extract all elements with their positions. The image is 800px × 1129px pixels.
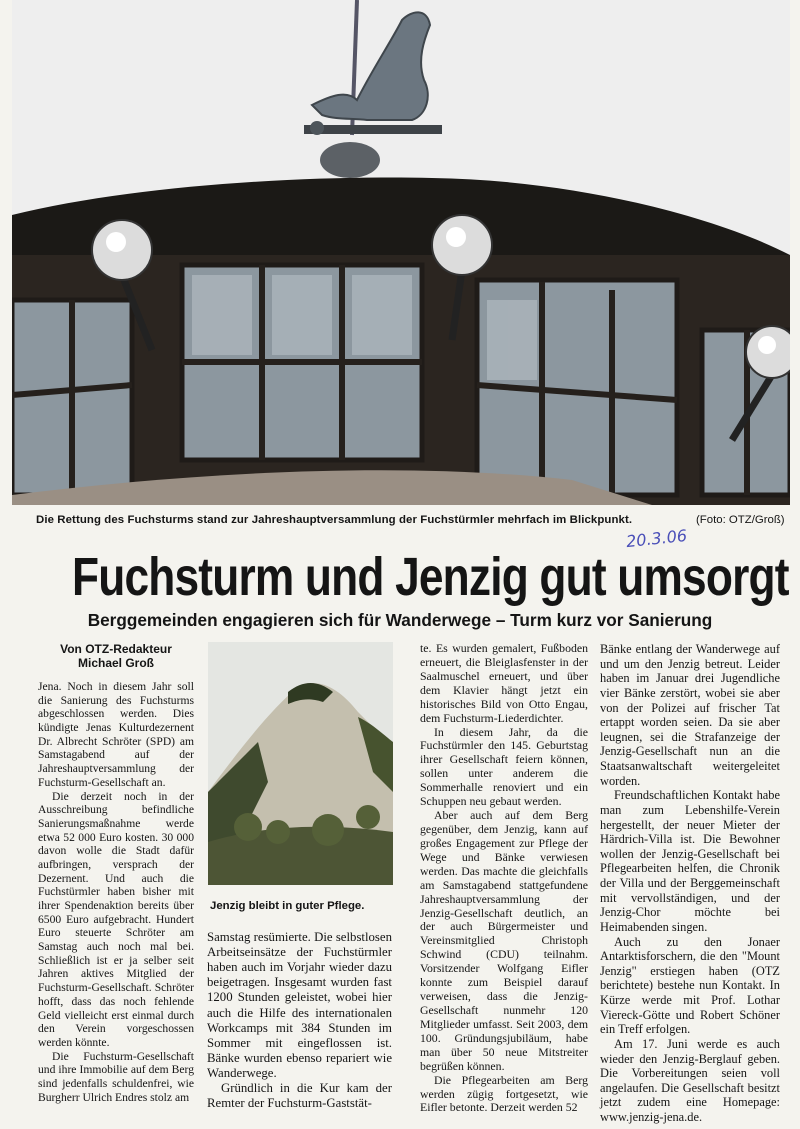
paragraph: Aber auch auf dem Berg gegenüber, dem Jenzig, kann auf großes Engagement zur Pflege der Wege und Bänke verwiesen werden. Das machte die gleichfalls am Samstagabend stattgefundene Jahreshauptversammlung der Jenzig-Gesellschaft deutlich, an der auch Bürgermeister und Vereinsmitglied Christoph Schwind (CDU) teilnahm. Vorsitzender Wolfgang Eifler konnte zum Beispiel darauf verweisen, dass die Jenzig-Gesellschaft nunmehr 120 Mitglieder umfasst. Seit 2003, dem 100. Gründungsjubiläum, habe man über 50 neue Mitstreiter begrüßen können. bbox=[420, 808, 588, 1073]
photo-credit: (Foto: OTZ/Groß) bbox=[696, 514, 785, 526]
byline-line-1: Von OTZ-Redakteur bbox=[60, 642, 172, 656]
handwritten-date: 20.3.06 bbox=[625, 525, 688, 552]
paragraph: Die Fuchsturm-Gesellschaft und ihre Immobilie auf dem Berg sind jedenfalls schuldenfrei, wie Burgherr Ulrich Endres stolz am bbox=[38, 1049, 194, 1104]
headline: Fuchsturm und Jenzig gut umsorgt bbox=[72, 547, 789, 607]
paragraph: Jena. Noch in diesem Jahr soll die Sanierung des Fuchsturms abgeschlossen werden. Dies kündigte Jenas Kulturdezernent Dr. Albrecht Schröter (SPD) am Samstagabend auf der Jahreshauptversammlung der Fuchsturm-Gesellschaft an. bbox=[38, 680, 194, 789]
fuchsturm-photo bbox=[12, 0, 790, 505]
paragraph: Bänke entlang der Wanderwege auf und um den Jenzig betreut. Leider haben im Januar drei Jugendliche vier Bänke zerstört, wobei sie aber von der Polizei auf frischer Tat ertappt worden seien. Da sie aber leugnen, sei die Strafanzeige der Jenzig-Gesellschaft nun an die Staatsanwaltschaft weitergeleitet worden. bbox=[600, 642, 780, 788]
byline-author: Michael Groß bbox=[77, 656, 154, 670]
fuchsturm-illustration bbox=[12, 0, 790, 505]
jenzig-illustration bbox=[208, 642, 393, 885]
paragraph: Die Pflegearbeiten am Berg werden zügig fortgesetzt, wie Eifler betonte. Derzeit werden 52 bbox=[420, 1072, 588, 1115]
inset-photo-caption: Jenzig bleibt in guter Pflege. bbox=[210, 900, 365, 912]
article-column-3 bbox=[420, 642, 588, 1115]
article-column-2 bbox=[207, 930, 392, 1111]
paragraph: te. Es wurden gemalert, Fußboden erneuert, die Bleiglasfenster in der Saalmuschel erneuert, und über dem Klavier hängt jetzt ein historisches Bild von Otto Engau, dem Fuchsturm-Liederdichter. bbox=[420, 641, 588, 725]
paragraph: Die derzeit noch in der Ausschreibung befindliche Sanierungsmaßnahme werde etwa 52 000 Euro kosten. 30 000 davon wolle die Stadt dafür aufbringen, versprach der Dezernent. Und auch die Fuchstürmler haben bisher mit ihrer Spendenaktion bereits über 6500 Euro aufgebracht. Hundert Euro steuerte Schröter am Samstag auch noch mal bei. Schließlich ist er ja selber seit Jahren aktives Mitglied der Fuchsturm-Gesellschaft. Schröter hofft, dass das noch fehlende Geld vielleicht erst einmal durch den Verein vorgeschossen werden könnte. bbox=[38, 789, 194, 1049]
article-column-1 bbox=[38, 642, 194, 1104]
article-column-4 bbox=[600, 642, 780, 1125]
photo-caption: Die Rettung des Fuchsturms stand zur Jahreshauptversammlung der Fuchstürmler mehrfach im Blickpunkt. bbox=[36, 514, 633, 526]
jenzig-photo bbox=[208, 642, 393, 885]
paragraph: In diesem Jahr, da die Fuchstürmler den 145. Geburtstag ihrer Gesellschaft feiern können, sollen unter anderem die Sommerhalle renoviert und ein Schuppen neu gebaut werden. bbox=[420, 724, 588, 809]
byline bbox=[38, 642, 194, 670]
paragraph: Auch zu den Jonaer Antarktisforschern, die den "Mount Jenzig" erstiegen haben (OTZ berichtete) bestehe nun Kontakt. In Kürze werde mit Prof. Lothar Viereck-Götte und Robert Schöner ein Treff erfolgen. bbox=[600, 934, 780, 1037]
paragraph: Samstag resümierte. Die selbstlosen Arbeitseinsätze der Fuchstürmler haben auch im Vorjahr wieder dazu beigetragen. Insgesamt wurden fast 1200 Stunden geleistet, wobei hier auch die Hilfe des internationalen Workcamps mit 384 Stunden im Sommer mit eingeflossen ist. Bänke wurden ebenso repariert wie Wanderwege. bbox=[207, 930, 392, 1080]
subheadline: Berggemeinden engagieren sich für Wanderwege – Turm kurz vor Sanierung bbox=[87, 610, 713, 630]
paragraph: Freundschaftlichen Kontakt habe man zum Lebenshilfe-Verein hergestellt, der neuer Mieter der Härdrich-Villa ist. Die Bewohner wollen der Jenzig-Gesellschaft bei Pflegearbeiten helfen, die Chronik der Villa und der Berggemeinschaft mit vervollständigen, und der Jenzig-Chor möchte bei Heimabenden singen. bbox=[600, 788, 780, 934]
paragraph: Gründlich in die Kur kam der Remter der Fuchsturm-Gaststät- bbox=[207, 1081, 392, 1111]
paragraph: Am 17. Juni werde es auch wieder den Jenzig-Berglauf geben. Die Vorbereitungen seien voll angelaufen. Die Gesellschaft besitzt jetzt zudem eine Homepage: www.jenzig-jena.de. bbox=[600, 1036, 780, 1124]
